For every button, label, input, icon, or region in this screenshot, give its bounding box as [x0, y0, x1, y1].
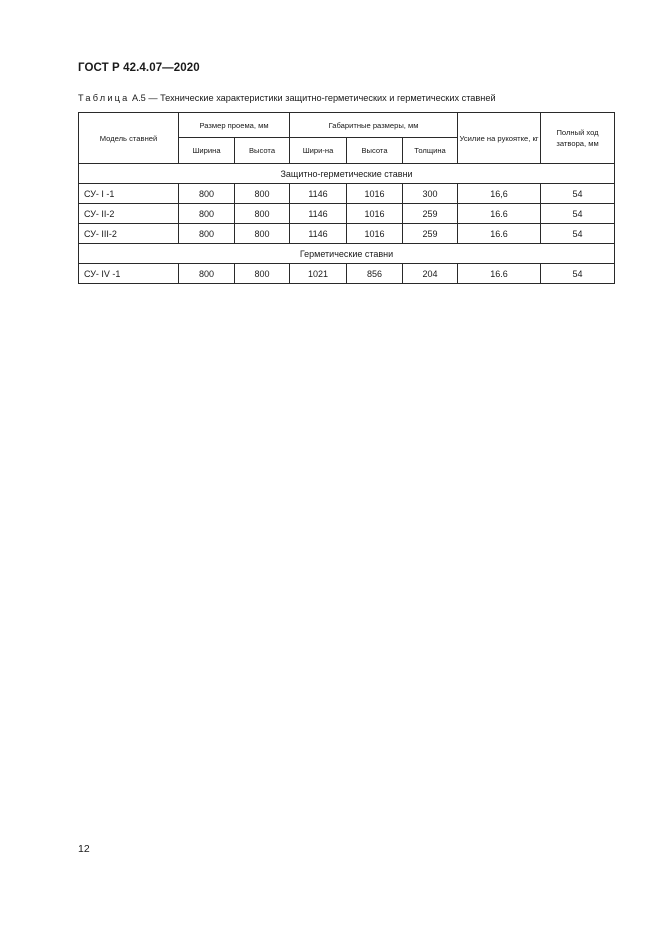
header-full-stroke: Полный ход затвора, мм	[541, 113, 615, 164]
table-cell-overall-width: 1021	[290, 264, 347, 284]
header-overall-dimensions: Габаритные размеры, мм	[290, 113, 458, 138]
header-opening-width: Ширина	[179, 138, 235, 164]
header-opening-height: Высота	[235, 138, 290, 164]
header-overall-height: Высота	[347, 138, 403, 164]
table-cell-overall-width: 1146	[290, 204, 347, 224]
table-cell-overall-height: 1016	[347, 224, 403, 244]
table-cell-force: 16.6	[458, 204, 541, 224]
header-thickness: Толщина	[403, 138, 458, 164]
table-cell-opening-width: 800	[179, 264, 235, 284]
header-opening-size: Размер проема, мм	[179, 113, 290, 138]
table-cell-opening-width: 800	[179, 184, 235, 204]
table-cell-thickness: 204	[403, 264, 458, 284]
table-cell-thickness: 259	[403, 204, 458, 224]
document-header: ГОСТ Р 42.4.07—2020	[78, 62, 200, 74]
table-cell-force: 16,6	[458, 184, 541, 204]
section-row-hermetic	[79, 244, 615, 264]
table-cell-force: 16.6	[458, 264, 541, 284]
table-caption	[78, 93, 496, 103]
table-cell-stroke: 54	[541, 224, 615, 244]
table-cell-opening-height: 800	[235, 204, 290, 224]
table-cell-stroke: 54	[541, 264, 615, 284]
table-row	[79, 184, 615, 204]
table-cell-overall-width: 1146	[290, 184, 347, 204]
section-title: Защитно-герметические ставни	[79, 164, 615, 184]
table-row	[79, 264, 615, 284]
table-caption-prefix: Таблица	[78, 93, 130, 103]
table-row	[79, 224, 615, 244]
table-cell-stroke: 54	[541, 204, 615, 224]
table-cell-thickness: 259	[403, 224, 458, 244]
table-cell-opening-height: 800	[235, 184, 290, 204]
section-title: Герметические ставни	[79, 244, 615, 264]
table-cell-model: СУ- I -1	[79, 184, 179, 204]
table-cell-model: СУ- III-2	[79, 224, 179, 244]
table-cell-thickness: 300	[403, 184, 458, 204]
table-cell-overall-height: 1016	[347, 184, 403, 204]
header-model: Модель ставней	[79, 113, 179, 164]
page-number: 12	[78, 843, 90, 855]
table-cell-model: СУ- II-2	[79, 204, 179, 224]
table-cell-model: СУ- IV -1	[79, 264, 179, 284]
table-cell-overall-height: 1016	[347, 204, 403, 224]
specifications-table	[78, 112, 615, 284]
table-cell-opening-width: 800	[179, 224, 235, 244]
table-cell-opening-width: 800	[179, 204, 235, 224]
header-row-top	[79, 113, 615, 138]
table-cell-opening-height: 800	[235, 224, 290, 244]
header-handle-force: Усилие на рукоятке, кг	[458, 113, 541, 164]
section-row-protective	[79, 164, 615, 184]
table-caption-text: А.5 — Технические характеристики защитно-герметических и герметических ставней	[132, 93, 496, 103]
table-cell-overall-width: 1146	[290, 224, 347, 244]
table-cell-stroke: 54	[541, 184, 615, 204]
table-row	[79, 204, 615, 224]
table-cell-force: 16.6	[458, 224, 541, 244]
header-overall-width: Шири-на	[290, 138, 347, 164]
table-cell-overall-height: 856	[347, 264, 403, 284]
table-cell-opening-height: 800	[235, 264, 290, 284]
